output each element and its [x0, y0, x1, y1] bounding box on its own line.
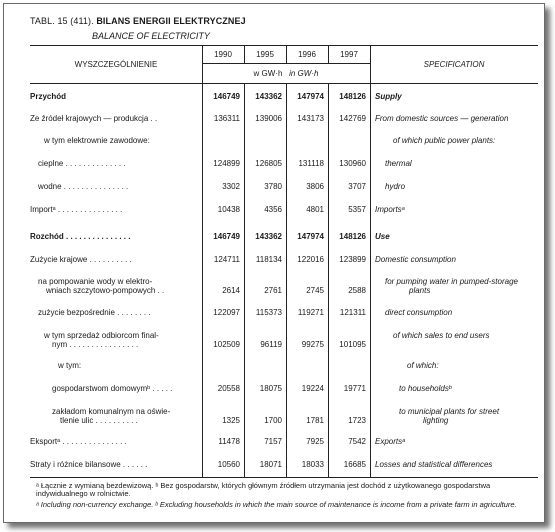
header-english: SPECIFICATION: [423, 60, 485, 69]
cell-value-1990: 146749: [213, 92, 240, 101]
row-label-polish-cont: nym . . . . . . . . . . . . . . . .: [52, 340, 139, 349]
row-label-english: Exportsᵃ: [375, 437, 405, 446]
row-label-english: to householdsᵇ: [399, 384, 452, 393]
cell-value-1997: 121311: [339, 308, 366, 317]
cell-value-1990: 102509: [213, 340, 240, 349]
footnote-polish: ᵃ Łącznie z wymianą bezdewizową. ᵇ Bez gospodarstw, których głównym źródłem utrzymania jest dochód z użytkowanego gospodarstwa indywidualnego w rolnictwie.: [36, 481, 491, 498]
year-1996: 1996: [298, 50, 316, 59]
row-label-polish: cieplne . . . . . . . . . . . . . .: [38, 159, 126, 168]
row-label-english: thermal: [385, 159, 412, 168]
row-label-english: Domestic consumption: [375, 255, 456, 264]
cell-value-1997: 5357: [348, 205, 366, 214]
row-label-polish: w tym:: [58, 361, 82, 370]
header-polish: WYSZCZEGÓLNIENIE: [74, 60, 158, 69]
cell-value-1995: 4356: [264, 205, 282, 214]
row-label-english: of which public power plants:: [393, 136, 496, 145]
row-label-polish: zużycie bezpośrednie . . . . . . . .: [38, 308, 151, 317]
row-label-polish: Przychód: [30, 92, 67, 101]
cell-value-1995: 1700: [264, 416, 282, 425]
header-bottom-rule: [30, 83, 538, 84]
year-1990: 1990: [214, 50, 232, 59]
year-1997: 1997: [340, 50, 358, 59]
row-label-english: hydro: [385, 182, 406, 191]
row-label-english-cont: lighting: [423, 416, 449, 425]
row-label-polish: zakładom komunalnym na oświe-: [52, 407, 171, 416]
cell-value-1995: 115373: [255, 308, 282, 317]
cell-value-1996: 119271: [297, 308, 324, 317]
cell-value-1990: 122097: [213, 308, 240, 317]
cell-value-1997: 148126: [339, 92, 366, 101]
table-title: [30, 16, 246, 26]
cell-value-1990: 20558: [217, 384, 240, 393]
table-title-english: BALANCE OF ELECTRICITY: [92, 31, 210, 41]
unit-label: [202, 69, 370, 78]
row-label-english: of which:: [407, 361, 439, 370]
cell-value-1995: 96119: [260, 340, 282, 349]
row-label-polish: wodne . . . . . . . . . . . . . . .: [38, 182, 129, 191]
footnote-english: ᵃ Including non-currency exchange. ᵇ Excluding households in which the main source of maintenance is income from a private farm in agriculture.: [36, 500, 517, 509]
cell-value-1990: 136311: [213, 114, 240, 123]
cell-value-1996: 143173: [297, 114, 324, 123]
row-label-polish: Zużycie krajowe . . . . . . . . . .: [30, 255, 132, 264]
cell-value-1996: 19224: [301, 384, 324, 393]
row-label-english: Use: [375, 232, 390, 241]
table-title-polish: BILANS ENERGII ELEKTRYCZNEJ: [96, 16, 246, 26]
table-page: [3, 3, 545, 523]
row-label-polish: gospodarstwom domowymᵇ . . . . .: [52, 384, 173, 393]
cell-value-1995: 143362: [255, 92, 282, 101]
row-label-english: Supply: [375, 92, 402, 101]
row-label-polish: Importᵃ . . . . . . . . . . . . . . .: [30, 205, 123, 214]
cell-value-1990: 10560: [217, 460, 240, 469]
cell-value-1997: 130960: [339, 159, 366, 168]
cell-value-1995: 139006: [255, 114, 282, 123]
header-top-rule: [30, 45, 538, 46]
cell-value-1990: 2614: [222, 286, 240, 295]
cell-value-1997: 101095: [339, 340, 366, 349]
row-label-english: direct consumption: [385, 308, 453, 317]
row-label-polish-cont: tlenie ulic . . . . . . . . . .: [60, 416, 138, 425]
row-label-english: for pumping water in pumped-storage: [385, 277, 518, 286]
year-1995: 1995: [256, 50, 274, 59]
cell-value-1996: 18033: [301, 460, 324, 469]
cell-value-1997: 19771: [343, 384, 366, 393]
cell-value-1995: 18071: [259, 460, 282, 469]
row-label-polish: Eksportᵃ . . . . . . . . . . . . . . .: [30, 437, 127, 446]
row-label-polish: Ze źródeł krajowych — produkcja . .: [30, 114, 158, 123]
table-number: TABL. 15 (411).: [30, 16, 94, 26]
col-sep-5: [370, 45, 371, 477]
cell-value-1990: 11478: [218, 437, 240, 446]
cell-value-1996: 147974: [297, 232, 324, 241]
cell-value-1995: 143362: [255, 232, 282, 241]
cell-value-1996: 3806: [306, 182, 324, 191]
cell-value-1996: 1781: [306, 416, 324, 425]
cell-value-1995: 7157: [264, 437, 282, 446]
cell-value-1990: 3302: [222, 182, 240, 191]
cell-value-1996: 131118: [298, 159, 324, 168]
table-bottom-rule: [30, 477, 538, 478]
cell-value-1995: 118134: [255, 255, 282, 264]
cell-value-1995: 2761: [264, 286, 282, 295]
cell-value-1997: 3707: [348, 182, 366, 191]
cell-value-1990: 146749: [213, 232, 240, 241]
cell-value-1996: 2745: [306, 286, 324, 295]
unit-polish: w GW·h: [253, 69, 283, 78]
unit-english: in GW·h: [289, 69, 319, 78]
cell-value-1996: 147974: [297, 92, 324, 101]
row-label-english: Importsᵃ: [375, 205, 405, 214]
row-label-polish: na pompowanie wody w elektro-: [38, 277, 153, 286]
cell-value-1990: 10438: [217, 205, 240, 214]
year-rule: [202, 63, 370, 64]
cell-value-1997: 123899: [339, 255, 366, 264]
cell-value-1997: 7542: [348, 437, 366, 446]
row-label-english: From domestic sources — generation: [375, 114, 509, 123]
row-label-polish-cont: wniach szczytowo-pompowych . .: [46, 286, 165, 295]
row-label-polish: w tym sprzedaż odbiorcom final-: [44, 331, 159, 340]
cell-value-1990: 1325: [222, 416, 240, 425]
cell-value-1997: 148126: [339, 232, 366, 241]
cell-value-1995: 126805: [255, 159, 282, 168]
cell-value-1996: 99275: [301, 340, 324, 349]
cell-value-1996: 7925: [306, 437, 324, 446]
row-label-polish: Straty i różnice bilansowe . . . . . .: [30, 460, 148, 469]
row-label-english-cont: plants: [409, 286, 431, 295]
cell-value-1997: 1723: [348, 416, 366, 425]
cell-value-1997: 142769: [339, 114, 366, 123]
cell-value-1995: 3780: [264, 182, 282, 191]
row-label-english: Losses and statistical differences: [375, 460, 493, 469]
cell-value-1990: 124711: [213, 255, 240, 264]
cell-value-1995: 18075: [259, 384, 282, 393]
cell-value-1996: 122016: [297, 255, 324, 264]
row-label-english: to municipal plants for street: [399, 407, 500, 416]
row-label-english: of which sales to end users: [393, 331, 490, 340]
row-label-polish: w tym elektrownie zawodowe:: [44, 136, 150, 145]
cell-value-1997: 16685: [343, 460, 366, 469]
cell-value-1990: 124899: [213, 159, 240, 168]
row-label-polish: Rozchód . . . . . . . . . . . . . . .: [30, 232, 131, 241]
cell-value-1997: 2588: [348, 286, 366, 295]
cell-value-1996: 4801: [306, 205, 324, 214]
